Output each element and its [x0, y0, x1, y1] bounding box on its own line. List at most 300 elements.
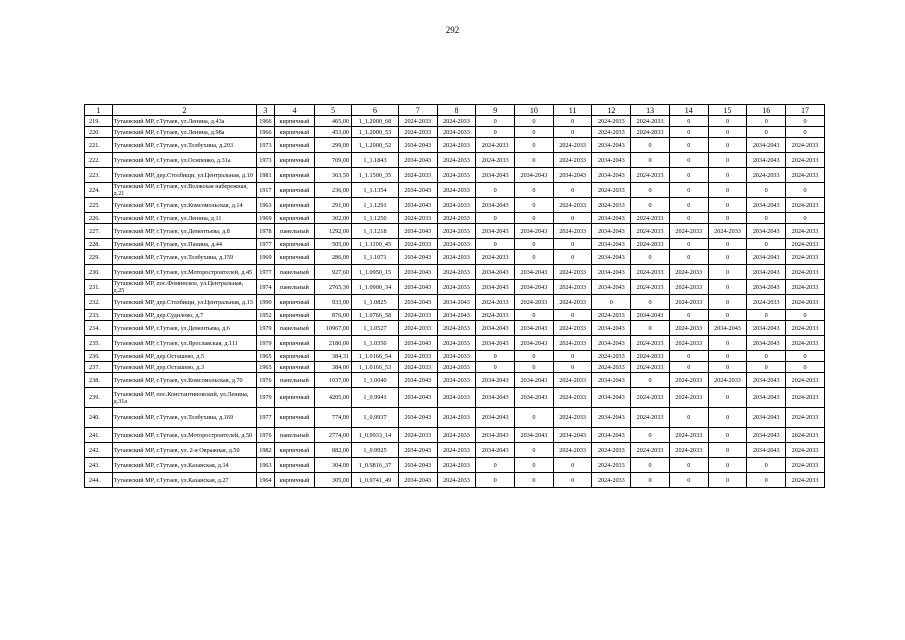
table-cell: 0 — [515, 138, 554, 153]
table-cell: кирпичный — [274, 250, 315, 265]
column-header: 15 — [708, 105, 747, 116]
table-cell: 230. — [85, 265, 113, 280]
table-cell: 2024-2033 — [631, 224, 670, 239]
table-cell: 0 — [515, 408, 554, 428]
table-cell: 384,31 — [315, 351, 352, 362]
table-cell: 0 — [515, 362, 554, 373]
table-cell: 2034-2043 — [398, 183, 437, 198]
table-cell: 0 — [631, 183, 670, 198]
table-cell: кирпичный — [274, 213, 315, 224]
table-cell: 240. — [85, 408, 113, 428]
table-cell: 2024-2033 — [437, 336, 476, 351]
table-cell: 0 — [476, 362, 515, 373]
table-cell: 2034-2043 — [476, 224, 515, 239]
table-cell: Тутаевский МР, г.Тутаев, ул. 2-я Овражная, д.50 — [112, 443, 257, 458]
table-cell: 0 — [708, 362, 747, 373]
table-cell: 2024-2033 — [786, 388, 825, 408]
table-cell: кирпичный — [274, 183, 315, 198]
table-cell: 1_0.9937 — [352, 408, 399, 428]
table-cell: 2024-2033 — [747, 168, 786, 183]
table-cell: 0 — [708, 127, 747, 138]
table-cell: 0 — [708, 183, 747, 198]
table-cell: 2024-2033 — [786, 265, 825, 280]
table-cell: 1965 — [257, 351, 274, 362]
table-cell: 1982 — [257, 443, 274, 458]
table-cell: 2024-2033 — [631, 443, 670, 458]
table-cell: 244. — [85, 473, 113, 488]
table-row — [85, 310, 825, 321]
table-cell: 2024-2033 — [553, 408, 592, 428]
table-cell: 1974 — [257, 280, 274, 295]
column-header: 5 — [315, 105, 352, 116]
table-cell: 2024-2033 — [553, 295, 592, 310]
table-cell: 2034-2043 — [476, 198, 515, 213]
table-cell: кирпичный — [274, 388, 315, 408]
table-cell: 231. — [85, 280, 113, 295]
table-cell: 2034-2043 — [592, 336, 631, 351]
table-cell: 236,00 — [315, 183, 352, 198]
table-cell: 1964 — [257, 473, 274, 488]
table-row — [85, 351, 825, 362]
table-cell: 0 — [669, 168, 708, 183]
table-cell: 876,00 — [315, 310, 352, 321]
table-cell: 384,00 — [315, 362, 352, 373]
table-cell: 291,00 — [315, 198, 352, 213]
column-header: 11 — [553, 105, 592, 116]
table-cell: 0 — [631, 321, 670, 336]
table-cell: 2034-2043 — [515, 280, 554, 295]
table-cell: 1978 — [257, 224, 274, 239]
table-cell: кирпичный — [274, 336, 315, 351]
column-header: 12 — [592, 105, 631, 116]
table-cell: 0 — [747, 116, 786, 127]
column-header: 8 — [437, 105, 476, 116]
table-cell: 2765,30 — [315, 280, 352, 295]
table-cell: 1_1.0040 — [352, 373, 399, 388]
table-cell: 2024-2033 — [669, 388, 708, 408]
table-cell: 302,00 — [315, 213, 352, 224]
table-cell: 236. — [85, 351, 113, 362]
table-cell: 2024-2033 — [631, 280, 670, 295]
table-cell: 2024-2033 — [437, 138, 476, 153]
table-cell: 0 — [669, 198, 708, 213]
table-cell: 1977 — [257, 239, 274, 250]
table-cell: 2024-2033 — [437, 458, 476, 473]
table-cell: 2034-2043 — [398, 336, 437, 351]
table-cell: 2034-2043 — [747, 443, 786, 458]
table-cell: 1_1.0527 — [352, 321, 399, 336]
table-cell: 2034-2043 — [398, 138, 437, 153]
table-cell: 2024-2033 — [437, 250, 476, 265]
table-cell: 2024-2033 — [437, 183, 476, 198]
table-cell: 2024-2033 — [669, 280, 708, 295]
table-cell: 0 — [476, 239, 515, 250]
table-cell: 2024-2033 — [786, 250, 825, 265]
table-cell: 2024-2033 — [476, 153, 515, 168]
table-cell: 1973 — [257, 138, 274, 153]
table-cell: 2024-2033 — [669, 295, 708, 310]
table-cell: панельный — [274, 373, 315, 388]
table-cell: 2034-2043 — [592, 168, 631, 183]
table-cell: 2034-2043 — [747, 428, 786, 443]
column-header: 14 — [669, 105, 708, 116]
table-cell: 226. — [85, 213, 113, 224]
table-cell: 2034-2043 — [631, 310, 670, 321]
table-cell: Тутаевский МР, г.Тутаев, ул.Моторостроителей, д.45 — [112, 265, 257, 280]
table-cell: 2034-2043 — [747, 224, 786, 239]
table-cell: кирпичный — [274, 351, 315, 362]
table-cell: 243. — [85, 458, 113, 473]
table-cell: кирпичный — [274, 168, 315, 183]
table-cell: 2024-2033 — [631, 265, 670, 280]
table-cell: 2024-2033 — [786, 239, 825, 250]
table-cell: 2034-2043 — [592, 373, 631, 388]
table-cell: 2024-2033 — [786, 321, 825, 336]
table-cell: кирпичный — [274, 473, 315, 488]
table-cell: 2024-2033 — [786, 198, 825, 213]
table-cell: 2024-2033 — [669, 321, 708, 336]
table-cell: 2034-2043 — [747, 388, 786, 408]
table-cell: 0 — [631, 428, 670, 443]
table-cell: Тутаевский МР, г.Тутаев, ул.Моторостроителей, д.50 — [112, 428, 257, 443]
table-cell: 2024-2033 — [786, 168, 825, 183]
table-cell: 0 — [708, 239, 747, 250]
column-header: 7 — [398, 105, 437, 116]
table-cell: 1979 — [257, 336, 274, 351]
table-cell: 2034-2043 — [476, 265, 515, 280]
table-cell: 0 — [515, 116, 554, 127]
table-cell: 2034-2043 — [747, 321, 786, 336]
table-cell: 0 — [631, 295, 670, 310]
table-cell: кирпичный — [274, 408, 315, 428]
table-cell: 2034-2043 — [592, 388, 631, 408]
table-cell: Тутаевский МР, г.Тутаев, ул.Толбухина, д.203 — [112, 138, 257, 153]
table-cell: 0 — [553, 213, 592, 224]
table-cell: 2034-2043 — [398, 458, 437, 473]
table-cell: 2024-2033 — [553, 138, 592, 153]
table-cell: 2034-2043 — [476, 168, 515, 183]
table-cell: 229. — [85, 250, 113, 265]
table-row — [85, 138, 825, 153]
table-cell: панельный — [274, 428, 315, 443]
table-cell: кирпичный — [274, 153, 315, 168]
table-cell: 2024-2033 — [631, 127, 670, 138]
table-cell: 0 — [708, 153, 747, 168]
table-cell: 234. — [85, 321, 113, 336]
column-header: 1 — [85, 105, 113, 116]
table-cell: 363,50 — [315, 168, 352, 183]
table-cell: 2024-2033 — [553, 224, 592, 239]
table-cell: Тутаевский МР, г.Тутаев, ул.Дементьева, д.8 — [112, 224, 257, 239]
table-cell: 0 — [515, 183, 554, 198]
table-cell: 2024-2033 — [437, 388, 476, 408]
table-cell: 2034-2043 — [592, 224, 631, 239]
table-cell: 2024-2033 — [631, 408, 670, 428]
table-cell: панельный — [274, 280, 315, 295]
table-cell: 0 — [708, 336, 747, 351]
table-cell: 2024-2033 — [786, 295, 825, 310]
table-cell: 0 — [515, 250, 554, 265]
table-row — [85, 473, 825, 488]
table-cell: 0 — [476, 351, 515, 362]
table-cell: 2024-2033 — [553, 388, 592, 408]
table-cell: 1_0.9925 — [352, 443, 399, 458]
table-cell: 239. — [85, 388, 113, 408]
table-cell: 2024-2033 — [437, 224, 476, 239]
table-row — [85, 153, 825, 168]
table-cell: 2024-2033 — [669, 373, 708, 388]
table-cell: 0 — [669, 239, 708, 250]
table-cell: кирпичный — [274, 295, 315, 310]
table-cell: 0 — [708, 280, 747, 295]
housing-table — [84, 104, 825, 488]
column-header: 9 — [476, 105, 515, 116]
table-cell: 0 — [669, 250, 708, 265]
table-cell: 2034-2043 — [398, 408, 437, 428]
table-cell: Тутаевский МР, дер.Судилово, д.7 — [112, 310, 257, 321]
table-cell: 2024-2033 — [708, 373, 747, 388]
table-cell: 0 — [708, 310, 747, 321]
table-row — [85, 224, 825, 239]
table-cell: 2024-2033 — [786, 153, 825, 168]
table-cell: 0 — [708, 473, 747, 488]
table-cell: 0 — [669, 362, 708, 373]
table-cell: 2034-2043 — [747, 373, 786, 388]
table-cell: Тутаевский МР, г.Тутаев, ул.Волжская набережная, д.21 — [112, 183, 257, 198]
column-header: 4 — [274, 105, 315, 116]
page-number: 292 — [445, 25, 460, 35]
table-cell: 2024-2033 — [476, 295, 515, 310]
table-cell: 2024-2033 — [631, 351, 670, 362]
table-cell: 0 — [669, 408, 708, 428]
table-cell: панельный — [274, 265, 315, 280]
table-cell: 2024-2033 — [708, 224, 747, 239]
table-cell: 2024-2033 — [553, 265, 592, 280]
table-cell: 0 — [553, 473, 592, 488]
table-cell: 219. — [85, 116, 113, 127]
table-cell: 2024-2033 — [592, 127, 631, 138]
table-cell: 0 — [553, 458, 592, 473]
table-cell: Тутаевский МР, г.Тутаев, ул.Ленина, д.11 — [112, 213, 257, 224]
table-cell: 2024-2033 — [437, 408, 476, 428]
table-cell: 2024-2033 — [553, 336, 592, 351]
table-cell: 1_1.0166_54 — [352, 351, 399, 362]
table-row — [85, 213, 825, 224]
table-cell: 0 — [515, 458, 554, 473]
table-cell: 0 — [553, 116, 592, 127]
table-cell: 1981 — [257, 168, 274, 183]
table-cell: 0 — [747, 213, 786, 224]
table-cell: 2024-2033 — [476, 250, 515, 265]
table-row — [85, 428, 825, 443]
table-cell: 2024-2033 — [553, 198, 592, 213]
table-cell: Тутаевский МР, г.Тутаев, ул.Казанская, д.14 — [112, 458, 257, 473]
table-cell: 1966 — [257, 127, 274, 138]
table-cell: 0 — [747, 239, 786, 250]
column-header: 3 — [257, 105, 274, 116]
table-row — [85, 183, 825, 198]
table-cell: 0 — [631, 198, 670, 213]
table-cell: 1966 — [257, 116, 274, 127]
table-cell: 2034-2043 — [398, 443, 437, 458]
table-cell: 2024-2033 — [437, 362, 476, 373]
table-cell: 2024-2033 — [592, 473, 631, 488]
table-cell: 0 — [515, 127, 554, 138]
table-cell: 0 — [669, 351, 708, 362]
table-cell: 1976 — [257, 428, 274, 443]
table-cell: 0 — [476, 116, 515, 127]
table-cell: 1_1.0350 — [352, 336, 399, 351]
table-cell: 2034-2043 — [476, 388, 515, 408]
table-cell: 286,00 — [315, 250, 352, 265]
table-cell: 1292,00 — [315, 224, 352, 239]
table-cell: 2034-2043 — [437, 310, 476, 321]
table-cell: 2024-2033 — [786, 373, 825, 388]
table-row — [85, 443, 825, 458]
table-cell: 0 — [553, 183, 592, 198]
table-cell: 299,00 — [315, 138, 352, 153]
table-cell: 774,00 — [315, 408, 352, 428]
table-cell: кирпичный — [274, 138, 315, 153]
table-cell: 2024-2033 — [437, 428, 476, 443]
table-cell: 228. — [85, 239, 113, 250]
table-cell: 0 — [747, 458, 786, 473]
table-cell: кирпичный — [274, 127, 315, 138]
table-cell: 1973 — [257, 153, 274, 168]
table-cell: 2024-2033 — [592, 458, 631, 473]
table-cell: 2034-2043 — [592, 250, 631, 265]
table-cell: 1_1.1100_45 — [352, 239, 399, 250]
table-cell: 1965 — [257, 362, 274, 373]
table-cell: 2034-2043 — [398, 373, 437, 388]
table-cell: 2024-2033 — [786, 473, 825, 488]
table-cell: 1_1.1071 — [352, 250, 399, 265]
table-cell: 0 — [708, 443, 747, 458]
table-cell: 241. — [85, 428, 113, 443]
table-cell: 2024-2033 — [553, 373, 592, 388]
table-cell: 10967,00 — [315, 321, 352, 336]
table-cell: 305,00 — [315, 473, 352, 488]
table-cell: 1_1.0825 — [352, 295, 399, 310]
table-cell: 0 — [708, 351, 747, 362]
table-cell: 2024-2033 — [515, 295, 554, 310]
table-row — [85, 250, 825, 265]
table-cell: 2034-2043 — [476, 443, 515, 458]
table-cell: 1963 — [257, 198, 274, 213]
table-cell: 2034-2043 — [747, 280, 786, 295]
table-row — [85, 239, 825, 250]
table-cell: 2024-2033 — [437, 168, 476, 183]
table-cell: 2034-2043 — [592, 321, 631, 336]
table-cell: 0 — [476, 127, 515, 138]
table-cell: 2024-2033 — [437, 265, 476, 280]
table-cell: 2034-2043 — [476, 321, 515, 336]
table-cell: 0 — [786, 183, 825, 198]
table-cell: 0 — [786, 351, 825, 362]
table-cell: Тутаевский МР, г.Тутаев, ул.Ленина, д.98а — [112, 127, 257, 138]
table-cell: 1_1.1291 — [352, 198, 399, 213]
table-cell: 221. — [85, 138, 113, 153]
table-cell: 1952 — [257, 310, 274, 321]
table-cell: 0 — [515, 310, 554, 321]
table-cell: 1979 — [257, 321, 274, 336]
table-cell: 2034-2043 — [747, 265, 786, 280]
table-cell: 2024-2033 — [592, 351, 631, 362]
table-cell: 2024-2033 — [631, 239, 670, 250]
table-cell: 0 — [515, 239, 554, 250]
table-cell: Тутаевский МР, г.Тутаев, ул.Панина, д.44 — [112, 239, 257, 250]
table-cell: 0 — [515, 351, 554, 362]
table-cell: 2024-2033 — [437, 443, 476, 458]
table-cell: 0 — [669, 153, 708, 168]
table-cell: Тутаевский МР, г.Тутаев, ул.Осипенко, д.31а — [112, 153, 257, 168]
table-cell: 0 — [747, 127, 786, 138]
table-cell: 2034-2043 — [476, 428, 515, 443]
table-cell: 2034-2043 — [398, 295, 437, 310]
table-cell: 2024-2033 — [553, 321, 592, 336]
table-cell: 0 — [786, 213, 825, 224]
table-cell: 1_1.1354 — [352, 183, 399, 198]
table-cell: 2034-2043 — [553, 428, 592, 443]
table-cell: 2024-2033 — [592, 310, 631, 321]
table-cell: 2024-2033 — [592, 116, 631, 127]
table-cell: 2034-2043 — [553, 168, 592, 183]
table-row — [85, 280, 825, 295]
table-cell: 0 — [747, 362, 786, 373]
column-header: 17 — [786, 105, 825, 116]
table-cell: 304,00 — [315, 458, 352, 473]
table-cell: 2034-2043 — [476, 280, 515, 295]
table-cell: 0 — [553, 310, 592, 321]
table-cell: 2024-2033 — [398, 362, 437, 373]
table-cell: 0 — [708, 213, 747, 224]
table-cell: 0 — [515, 473, 554, 488]
table-cell: 2024-2033 — [592, 362, 631, 373]
table-cell: 2034-2043 — [476, 336, 515, 351]
table-cell: 0 — [669, 183, 708, 198]
table-cell: кирпичный — [274, 116, 315, 127]
table-cell: 0 — [631, 250, 670, 265]
table-cell: 2034-2043 — [515, 321, 554, 336]
table-cell: 1976 — [257, 373, 274, 388]
column-header: 13 — [631, 105, 670, 116]
table-cell: 2024-2033 — [398, 168, 437, 183]
table-cell: 2024-2033 — [631, 362, 670, 373]
table-cell: 2034-2043 — [592, 239, 631, 250]
table-cell: 235. — [85, 336, 113, 351]
table-cell: 0 — [708, 198, 747, 213]
column-header: 16 — [747, 105, 786, 116]
table-cell: 2034-2043 — [515, 336, 554, 351]
table-cell: 927,60 — [315, 265, 352, 280]
table-cell: 2024-2033 — [786, 336, 825, 351]
table-row — [85, 408, 825, 428]
table-cell: 453,00 — [315, 127, 352, 138]
table-cell: 0 — [786, 116, 825, 127]
table-cell: 242. — [85, 443, 113, 458]
table-cell: 0 — [515, 153, 554, 168]
table-row — [85, 265, 825, 280]
table-cell: 2024-2033 — [553, 153, 592, 168]
table-cell: 1_1.2000_53 — [352, 127, 399, 138]
table-cell: панельный — [274, 224, 315, 239]
table-cell: 223. — [85, 168, 113, 183]
table-cell: 0 — [669, 458, 708, 473]
table-cell: 1963 — [257, 458, 274, 473]
table-cell: 0 — [476, 213, 515, 224]
table-cell: 2024-2033 — [437, 280, 476, 295]
table-cell: 2024-2033 — [437, 213, 476, 224]
